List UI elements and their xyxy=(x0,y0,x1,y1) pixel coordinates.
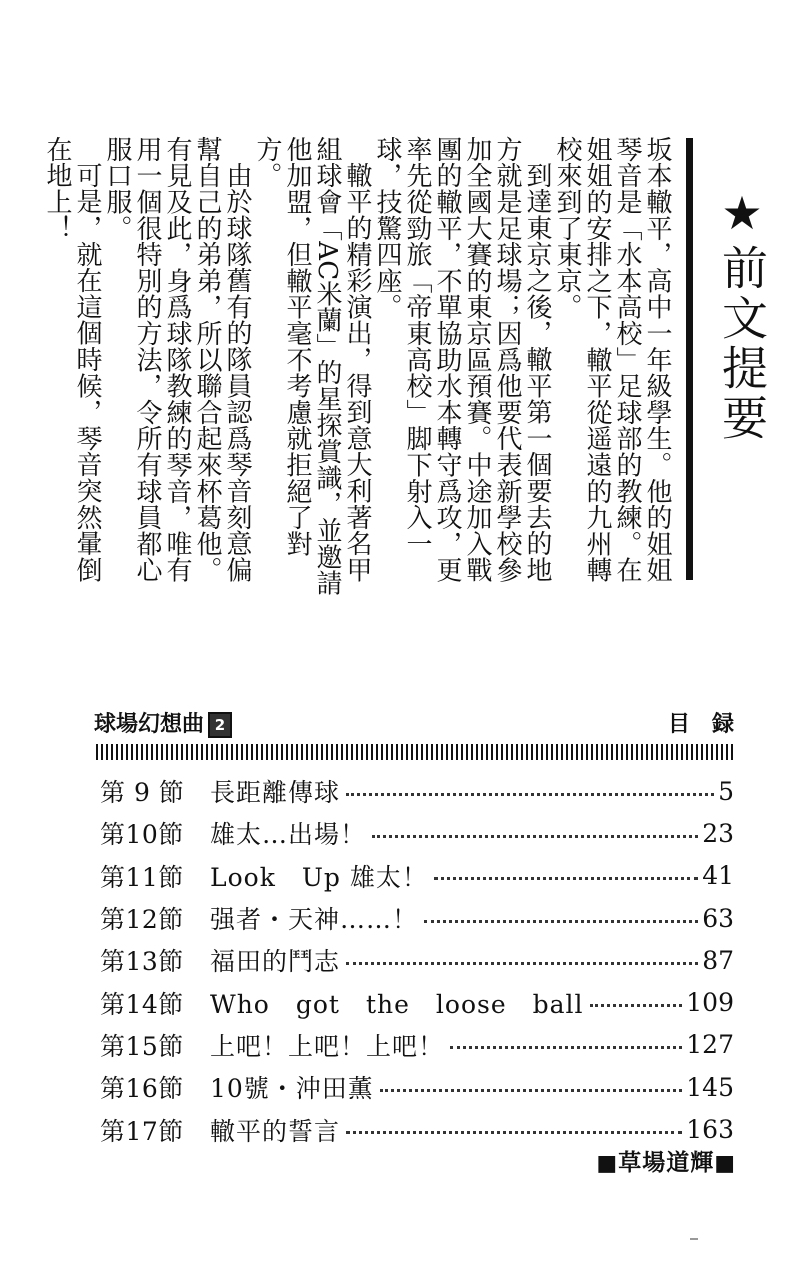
book-title-group xyxy=(94,707,232,738)
toc-dot-leader xyxy=(380,1089,682,1092)
author-name: 草場道輝 xyxy=(618,1150,715,1176)
contents-heading: 目録 xyxy=(667,711,756,737)
book-title: 球場幻想曲 xyxy=(94,711,205,737)
toc-chapter-title: 轍平的誓言 xyxy=(210,1116,341,1146)
toc-dot-leader xyxy=(450,1046,682,1049)
toc-page-number: 41 xyxy=(702,861,734,891)
toc-entry[interactable] xyxy=(100,897,734,939)
toc-chapter-number: 第 9 節 xyxy=(100,778,185,808)
toc-chapter-number: 第12節 xyxy=(100,905,184,935)
toc-chapter-number: 第11節 xyxy=(100,862,184,892)
toc-page-number: 5 xyxy=(718,776,734,806)
toc-dot-leader xyxy=(434,877,698,880)
toc-chapter-number: 第17節 xyxy=(100,1116,184,1146)
toc-chapter-number: 第13節 xyxy=(100,947,184,977)
page-edge-mark xyxy=(690,1238,698,1240)
toc-page-number: 109 xyxy=(686,988,734,1018)
toc-dot-leader xyxy=(346,1131,682,1134)
toc-entry[interactable] xyxy=(100,1066,734,1108)
toc-chapter-title: Who got the loose ball xyxy=(210,989,584,1019)
volume-badge: 2 xyxy=(208,712,232,738)
toc-page-number: 63 xyxy=(702,903,734,933)
synopsis-paragraph: 由於球隊舊有的隊員認爲琴音刻意偏幫自己的弟弟，所以聯合起來杯葛他。有見及此，身爲球隊教練的琴音，唯有用一個很特別的方法，令所有球員都心服口服。 xyxy=(102,136,252,584)
toc-entry[interactable] xyxy=(100,1024,734,1066)
toc-chapter-number: 第16節 xyxy=(100,1074,184,1104)
toc-page-number: 23 xyxy=(702,818,734,848)
toc-page-number: 87 xyxy=(702,945,734,975)
synopsis-paragraph: 可是，就在這個時候，琴音突然暈倒在地上！ xyxy=(42,136,102,583)
synopsis-body xyxy=(42,136,672,606)
synopsis-paragraph: 轍平的精彩演出，得到意大利著名甲組球會「AC米蘭」的星探賞識，並邀請他加盟，但轍平毫不考慮就拒絕了對方。 xyxy=(252,136,372,597)
toc-dot-leader xyxy=(424,920,698,923)
toc-dot-leader xyxy=(346,793,714,796)
toc-entry[interactable] xyxy=(100,981,734,1023)
contents-header xyxy=(94,704,756,740)
toc-entry[interactable] xyxy=(100,812,734,854)
toc-chapter-number: 第14節 xyxy=(100,989,184,1019)
toc-entry[interactable] xyxy=(100,939,734,981)
table-of-contents xyxy=(100,770,734,1151)
block-mark-right: ■ xyxy=(714,1151,736,1176)
toc-chapter-title: 上吧！上吧！上吧！ xyxy=(210,1031,445,1061)
toc-chapter-title: 長距離傳球 xyxy=(210,778,341,808)
toc-entry[interactable] xyxy=(100,1108,734,1150)
toc-chapter-title: 10號・沖田薫 xyxy=(210,1074,374,1104)
synopsis-paragraph: 到達東京之後，轍平第一個要去的地方就是足球場；因爲他要代表新學校參加全國大賽的東京區預賽。中途加入戰團的轍平，不單協助水本轉守爲攻，更率先從勁旅「帝東高校」脚下射入一球，技驚四座。 xyxy=(372,136,552,584)
synopsis-divider-bar xyxy=(686,138,693,580)
hatched-divider xyxy=(96,744,736,760)
toc-entry[interactable] xyxy=(100,855,734,897)
toc-chapter-title: 福田的鬥志 xyxy=(210,947,341,977)
toc-page-number: 163 xyxy=(686,1115,734,1145)
toc-chapter-number: 第15節 xyxy=(100,1031,184,1061)
toc-chapter-title: Look Up 雄太！ xyxy=(210,862,428,892)
block-mark-left: ■ xyxy=(596,1151,619,1176)
toc-chapter-number: 第10節 xyxy=(100,820,184,850)
toc-dot-leader xyxy=(590,1004,683,1007)
toc-dot-leader xyxy=(372,835,698,838)
toc-page-number: 145 xyxy=(686,1072,734,1102)
toc-page-number: 127 xyxy=(686,1030,734,1060)
author-credit xyxy=(556,1146,736,1180)
toc-chapter-title: 强者・天神……！ xyxy=(210,905,419,935)
synopsis-paragraph: 坂本轍平，高中一年級學生。他的姐姐琴音是「水本高校」足球部的教練。在姐姐的安排之下，轍平從遥遠的九州轉校來到了東京。 xyxy=(552,136,672,584)
synopsis-title: ★前文提要 xyxy=(715,186,769,444)
toc-entry[interactable] xyxy=(100,770,734,812)
toc-dot-leader xyxy=(346,962,698,965)
toc-chapter-title: 雄太…出場！ xyxy=(210,820,367,850)
